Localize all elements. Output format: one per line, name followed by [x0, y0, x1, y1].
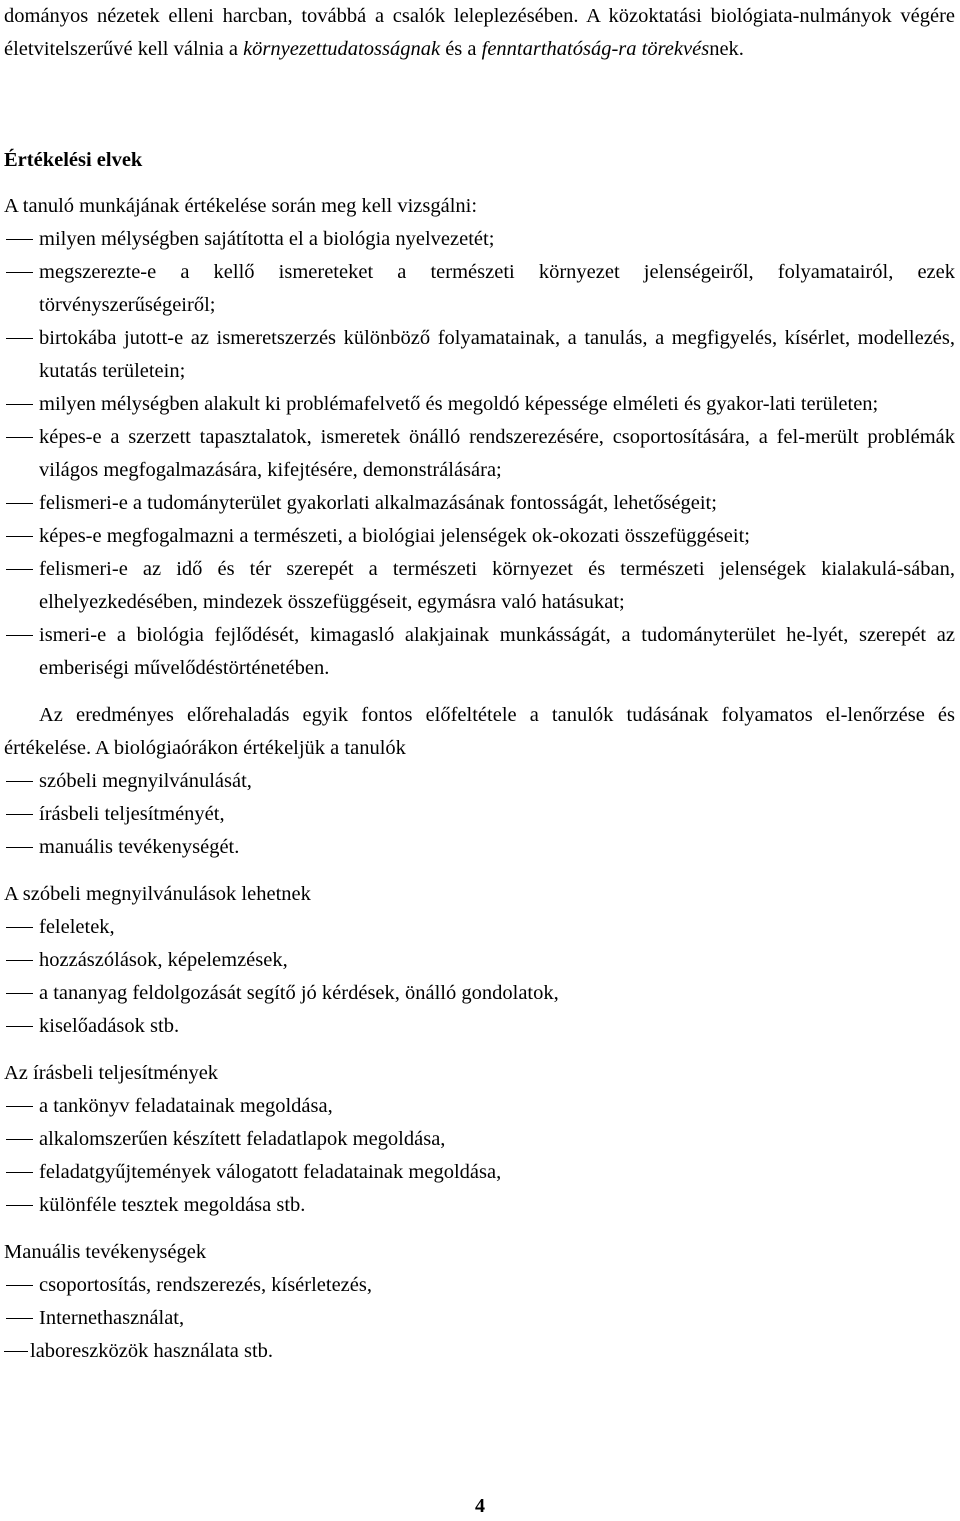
oral-title: A szóbeli megnyilvánulások lehetnek: [4, 883, 311, 905]
list-item: felismeri-e az idő és tér szerepét a természeti környezet és természeti jelenségek kialakulá-sában, elhelyezkedésében, mindezek összefüggéseit, egymásra való hatásukat;: [4, 553, 955, 619]
oral-list: [4, 911, 955, 1043]
intro-text-1: dományos nézetek elleni harcban, továbbá a csalók leleplezésében. A közoktatási biológiata-nulmányok végére életvitelszerűvé kell válnia a: [4, 5, 955, 60]
intro-emphasis-1: környezettudatosságnak: [243, 38, 441, 60]
list-item: felismeri-e a tudományterület gyakorlati alkalmazásának fontosságát, lehetőségeit;: [4, 487, 955, 520]
criteria-list: [4, 223, 955, 685]
list-item: csoportosítás, rendszerezés, kísérletezés,: [4, 1269, 955, 1302]
list-item: alkalomszerűen készített feladatlapok megoldása,: [4, 1123, 955, 1156]
list-item: megszerezte-e a kellő ismereteket a természeti környezet jelenségeiről, folyamatairól, ezek törvényszerűségeiről;: [4, 256, 955, 322]
list-item: különféle tesztek megoldása stb.: [4, 1189, 955, 1222]
assessment-intro: A tanuló munkájának értékelése során meg kell vizsgálni:: [4, 195, 478, 217]
manual-list: [4, 1269, 955, 1335]
manual-list-last: [4, 1335, 955, 1368]
list-item: Internethasználat,: [4, 1302, 955, 1335]
list-item: képes-e megfogalmazni a természeti, a biológiai jelenségek ok-okozati összefüggéseit;: [4, 520, 955, 553]
list-item: manuális tevékenységét.: [4, 831, 955, 864]
document-page: [4, 0, 955, 1368]
list-item: milyen mélységben alakult ki problémafelvető és megoldó képessége elméleti és gyakor-lati területen;: [4, 388, 955, 421]
written-list: [4, 1090, 955, 1222]
list-item: laboreszközök használata stb.: [4, 1335, 955, 1368]
page-number: 4: [475, 1495, 485, 1517]
list-item: a tankönyv feladatainak megoldása,: [4, 1090, 955, 1123]
progress-paragraph: Az eredményes előrehaladás egyik fontos előfeltétele a tanulók tudásának folyamatos el-lenőrzése és értékelése. A biológiaórákon értékeljük a tanulók: [4, 704, 955, 759]
list-item: birtokába jutott-e az ismeretszerzés különböző folyamatainak, a tanulás, a megfigyelés, kísérlet, modellezés, kutatás területein;: [4, 322, 955, 388]
list-item: kiselőadások stb.: [4, 1010, 955, 1043]
list-item: képes-e a szerzett tapasztalatok, ismeretek önálló rendszerezésére, csoportosítására, a fel-merült problémák világos megfogalmazására, kifejtésére, demonstrálására;: [4, 421, 955, 487]
list-item: feleletek,: [4, 911, 955, 944]
list-item: feladatgyűjtemények válogatott feladatainak megoldása,: [4, 1156, 955, 1189]
intro-emphasis-2: fenntarthatóság-ra törekvés: [481, 38, 710, 60]
written-title: Az írásbeli teljesítmények: [4, 1062, 219, 1084]
list-item: szóbeli megnyilvánulását,: [4, 765, 955, 798]
list-item: ismeri-e a biológia fejlődését, kimagasló alakjainak munkásságát, a tudományterület he-lyét, szerepét az emberiségi művelődéstörténetében.: [4, 619, 955, 685]
list-item: a tananyag feldolgozását segítő jó kérdések, önálló gondolatok,: [4, 977, 955, 1010]
list-item: hozzászólások, képelemzések,: [4, 944, 955, 977]
manual-title: Manuális tevékenységek: [4, 1241, 207, 1263]
intro-paragraph: [4, 0, 955, 66]
section-heading: Értékelési elvek: [4, 149, 143, 171]
evaluated-items-list: [4, 765, 955, 864]
intro-text-2: és a: [440, 38, 482, 60]
list-item: milyen mélységben sajátította el a biológia nyelvezetét;: [4, 223, 955, 256]
list-item: írásbeli teljesítményét,: [4, 798, 955, 831]
intro-text-3: nek.: [709, 38, 744, 60]
